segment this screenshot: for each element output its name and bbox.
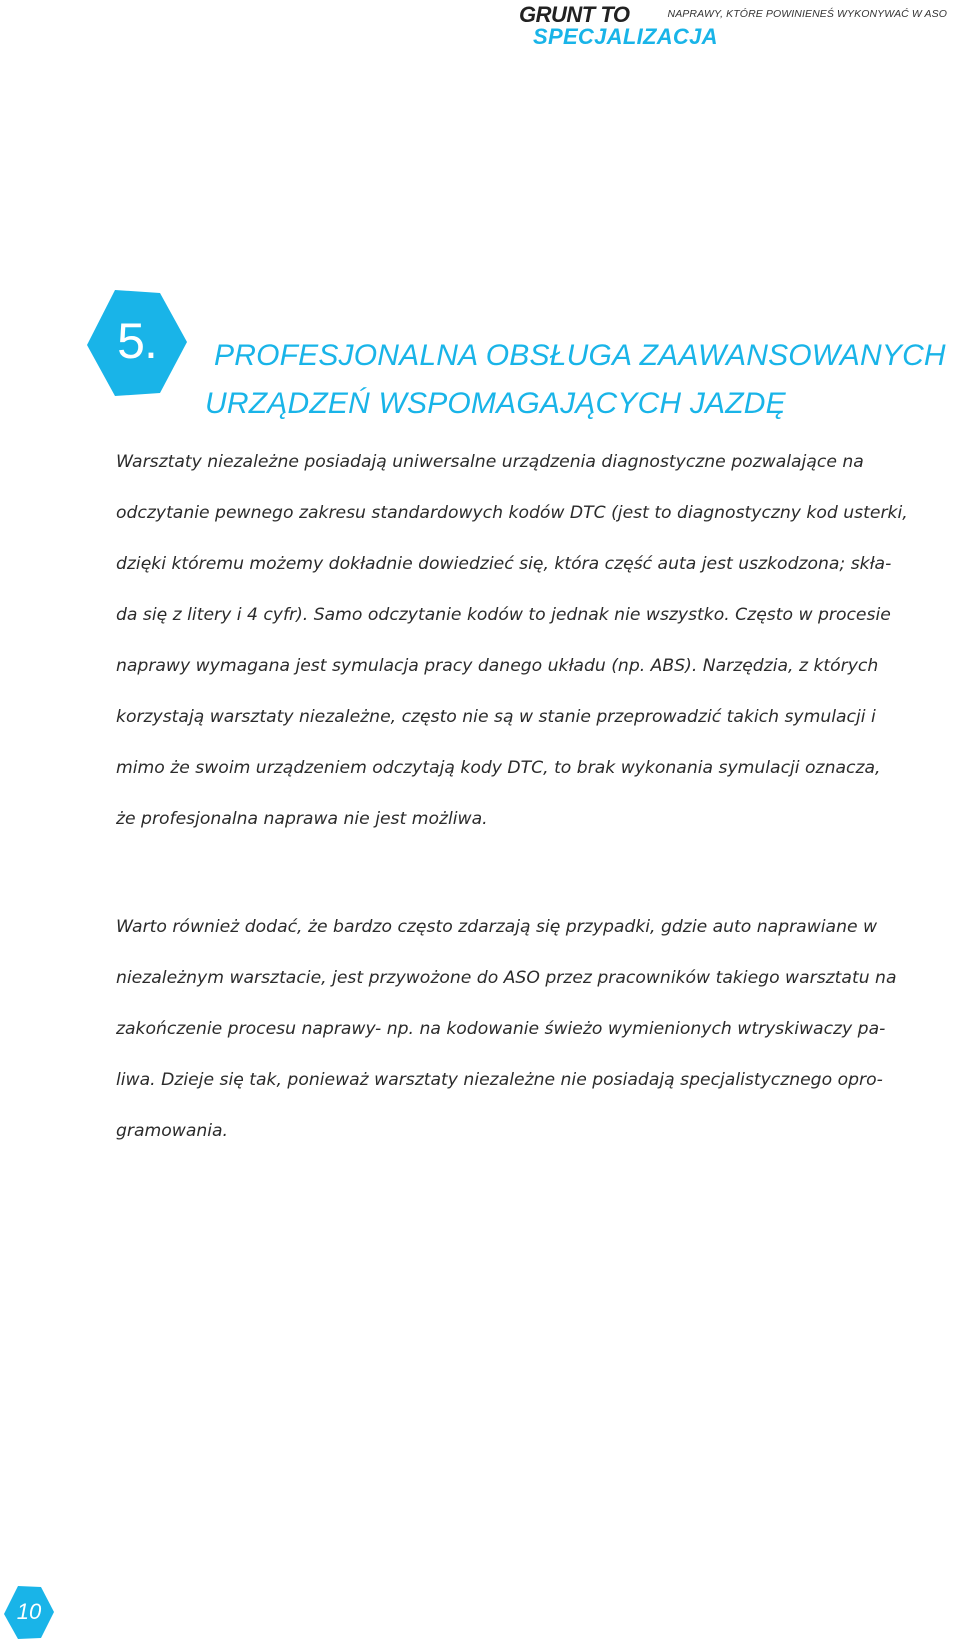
paragraph-line: da się z litery i 4 cyfr). Samo odczytanie kodów to jednak nie wszystko. Często w procesie <box>116 605 891 625</box>
paragraph-line: odczytanie pewnego zakresu standardowych kodów DTC (jest to diagnostyczny kod usterki, <box>116 503 908 523</box>
paragraph-line: że profesjonalna naprawa nie jest możliwa. <box>116 809 488 829</box>
paragraph-line: gramowania. <box>116 1121 229 1141</box>
section-number-badge <box>87 290 187 396</box>
logo-line-1: GRUNT TO <box>519 2 630 27</box>
page-number: 10 <box>16 1599 42 1624</box>
section-title-line-2: URZĄDZEŃ WSPOMAGAJĄCYCH JAZDĘ <box>205 387 786 420</box>
section-title <box>205 332 946 428</box>
paragraph-line: mimo że swoim urządzeniem odczytają kody DTC, to brak wykonania symulacji oznacza, <box>116 758 881 778</box>
section-title-line-1: PROFESJONALNA OBSŁUGA ZAAWANSOWANYCH <box>214 339 946 372</box>
paragraph-line: zakończenie procesu naprawy- np. na kodowanie świeżo wymienionych wtryskiwaczy pa- <box>116 1019 886 1039</box>
paragraph-2 <box>116 902 956 1157</box>
paragraph-line: dzięki któremu możemy dokładnie dowiedzieć się, która część auta jest uszkodzona; skła- <box>116 554 892 574</box>
section-number: 5. <box>117 313 157 369</box>
logo-line-2: SPECJALIZACJA <box>533 24 718 49</box>
paragraph-1 <box>116 437 956 845</box>
page-number-badge <box>4 1586 54 1639</box>
paragraph-line: naprawy wymagana jest symulacja pracy danego układu (np. ABS). Narzędzia, z których <box>116 656 879 676</box>
paragraph-line: korzystają warsztaty niezależne, często nie są w stanie przeprowadzić takich symulacji i <box>116 707 876 727</box>
paragraph-line: Warsztaty niezależne posiadają uniwersalne urządzenia diagnostyczne pozwalające na <box>116 452 864 472</box>
paragraph-line: Warto również dodać, że bardzo często zdarzają się przypadki, gdzie auto naprawiane w <box>116 917 878 937</box>
header-tagline: NAPRAWY, KTÓRE POWINIENEŚ WYKONYWAĆ W ASO <box>667 8 947 20</box>
paragraph-line: niezależnym warsztacie, jest przywożone do ASO przez pracowników takiego warsztatu na <box>116 968 897 988</box>
paragraph-line: liwa. Dzieje się tak, ponieważ warsztaty niezależne nie posiadają specjalistycznego opro- <box>116 1070 883 1090</box>
